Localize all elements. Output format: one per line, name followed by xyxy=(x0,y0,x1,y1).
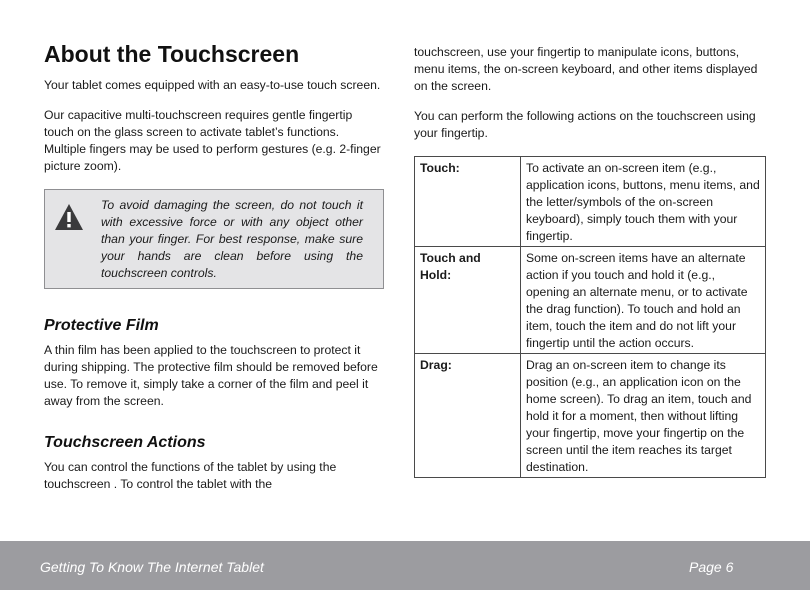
continued-paragraph: touchscreen, use your fingertip to manipulate icons, buttons, menu items, the on-screen keyboard, and other items displayed on the screen. xyxy=(414,45,758,93)
right-column xyxy=(414,44,766,478)
action-term: Drag: xyxy=(415,354,521,478)
page-number: Page 6 xyxy=(689,559,734,575)
left-column xyxy=(44,40,384,493)
intro-paragraph-1: Your tablet comes equipped with an easy-to-use touch screen. xyxy=(44,78,381,92)
protective-film-paragraph: A thin film has been applied to the touchscreen to protect it during shipping. The protective film should be removed before use. To remove it, simply take a corner of the film and peel it away from the screen. xyxy=(44,343,378,408)
page-title: About the Touchscreen xyxy=(44,41,300,67)
touchscreen-actions-paragraph: You can control the functions of the tablet by using the touchscreen . To control the tablet with the xyxy=(44,460,337,491)
warning-text: To avoid damaging the screen, do not touch it with excessive force or with any object other than your finger. For best response, make sure your hands are clean before using the touchscreen controls. xyxy=(101,198,363,280)
action-description: Drag an on-screen item to change its position (e.g., an application icon on the home screen). To drag an item, touch and hold it for a moment, then without lifting your fingertip, move your fingertip on the screen until the item reaches its target destination. xyxy=(521,354,766,478)
actions-table xyxy=(414,156,766,478)
intro-paragraph-2: Our capacitive multi-touchscreen requires gentle fingertip touch on the glass screen to activate tablet’s functions. Multiple fingers may be used to perform gestures (e.g. 2-finger picture zoom). xyxy=(44,108,381,173)
footer-section-title: Getting To Know The Internet Tablet xyxy=(40,559,264,575)
table-row xyxy=(415,157,766,247)
table-row xyxy=(415,354,766,478)
action-description: To activate an on-screen item (e.g., application icons, buttons, menu items, and the letter/symbols of the on-screen keyboard), simply touch them with your fingertip. xyxy=(521,157,766,247)
action-term: Touch: xyxy=(415,157,521,247)
protective-film-heading: Protective Film xyxy=(44,317,159,334)
actions-lead-paragraph: You can perform the following actions on the touchscreen using your fingertip. xyxy=(414,109,756,140)
action-term: Touch and Hold: xyxy=(415,247,521,354)
page-footer xyxy=(0,541,810,590)
action-description: Some on-screen items have an alternate action if you touch and hold it (e.g., opening an alternate menu, or to activate the drag function). To touch and hold an item, touch the item and do not lift your fingertip until the action occurs. xyxy=(521,247,766,354)
warning-triangle-icon xyxy=(54,203,84,231)
warning-box xyxy=(44,189,384,289)
touchscreen-actions-heading: Touchscreen Actions xyxy=(44,434,206,451)
table-row xyxy=(415,247,766,354)
